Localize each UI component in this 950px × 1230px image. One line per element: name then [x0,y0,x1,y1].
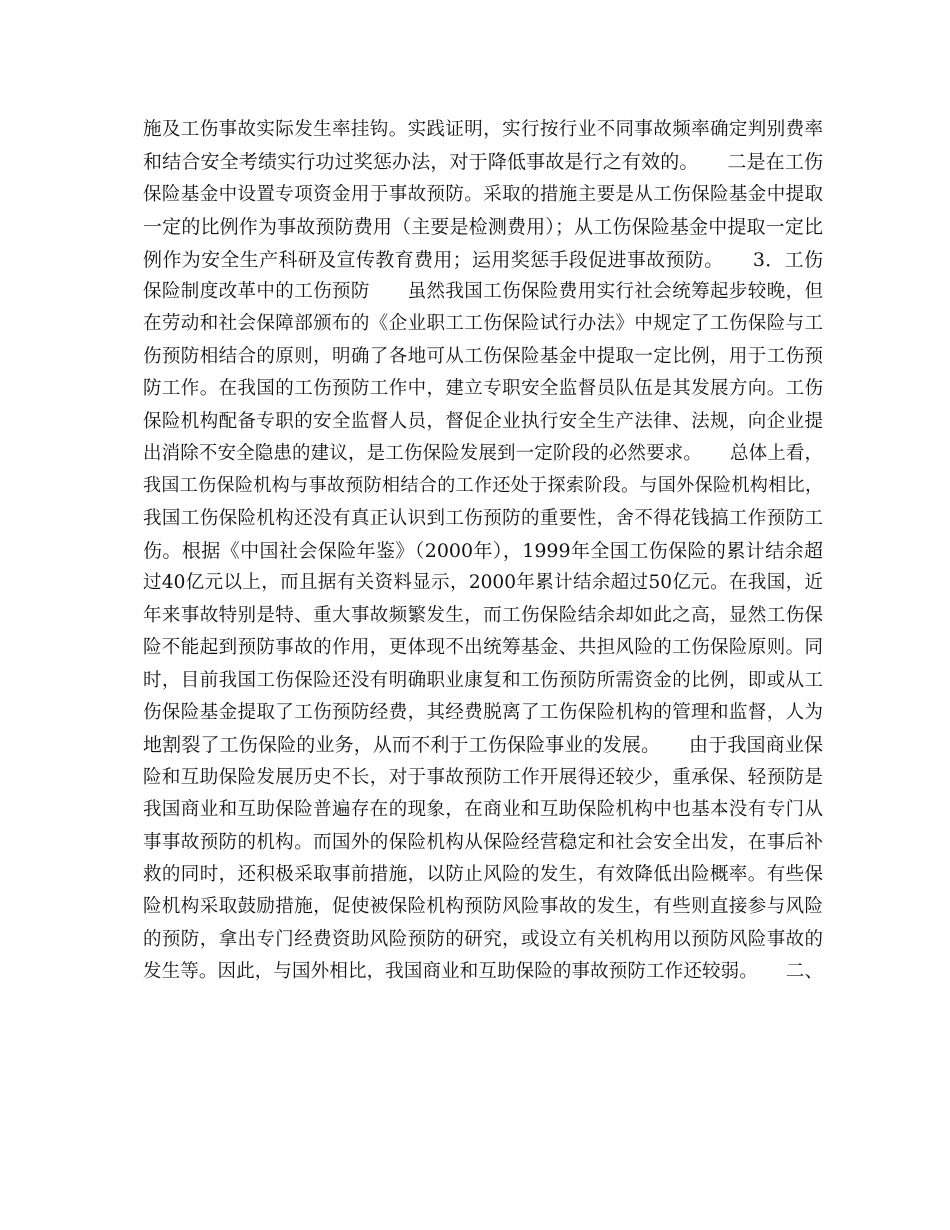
text-line: 我国工伤保险机构还没有真正认识到工伤预防的重要性，舍不得花钱搞工作预防工 [143,507,823,529]
text-line: 过40亿元以上，而且据有关资料显示，2000年累计结余超过50亿元。在我国，近 [143,572,823,594]
text-line: 地割裂了工伤保险的业务，从而不利于工伤保险事业的发展。 由于我国商业保 [143,734,823,757]
body-text [143,114,823,989]
text-line: 险不能起到预防事故的作用，更体现不出统筹基金、共担风险的工伤保险原则。同 [143,637,823,659]
text-line: 伤。根据《中国社会保险年鉴》（2000年），1999年全国工伤保险的累计结余超 [143,540,823,563]
text-line: 出消除不安全隐患的建议，是工伤保险发展到一定阶段的必然要求。 总体上看， [143,442,823,464]
text-line: 时，目前我国工伤保险还没有明确职业康复和工伤预防所需资金的比例，即或从工 [143,669,823,691]
text-line: 伤保险基金提取了工伤预防经费，其经费脱离了工伤保险机构的管理和监督，人为 [143,702,823,724]
text-line: 的预防，拿出专门经费资助风险预防的研究，或设立有关机构用以预防风险事故的 [143,928,823,950]
text-line: 伤预防相结合的原则，明确了各地可从工伤保险基金中提取一定比例，用于工伤预 [143,345,823,367]
text-line: 和结合安全考绩实行功过奖惩办法，对于降低事故是行之有效的。 二是在工伤 [143,151,823,174]
text-line: 保险机构配备专职的安全监督人员，督促企业执行安全生产法律、法规，向企业提 [143,410,823,432]
text-line: 我国商业和互助保险普遍存在的现象，在商业和互助保险机构中也基本没有专门从 [143,799,823,821]
text-line: 一定的比例作为事故预防费用（主要是检测费用）；从工伤保险基金中提取一定比 [143,216,823,239]
text-line: 我国工伤保险机构与事故预防相结合的工作还处于探索阶段。与国外保险机构相比， [143,475,823,497]
text-line: 保险制度改革中的工伤预防 虽然我国工伤保险费用实行社会统筹起步较晚，但 [143,280,823,302]
text-line: 发生等。因此，与国外相比，我国商业和互助保险的事故预防工作还较弱。 二、 [143,961,823,983]
text-line: 年来事故特别是特、重大事故频繁发生，而工伤保险结余却如此之高，显然工伤保 [143,604,823,626]
text-line: 险机构采取鼓励措施，促使被保险机构预防风险事故的发生，有些则直接参与风险 [143,896,823,918]
text-line: 险和互助保险发展历史不长，对于事故预防工作开展得还较少，重承保、轻预防是 [143,766,823,788]
text-line: 施及工伤事故实际发生率挂钩。实践证明，实行按行业不同事故频率确定判别费率 [143,119,823,140]
text-line: 例作为安全生产科研及宣传教育费用；运用奖惩手段促进事故预防。 3．工伤 [143,248,823,271]
text-line: 在劳动和社会保障部颁布的《企业职工工伤保险试行办法》中规定了工伤保险与工 [143,313,823,335]
text-line: 保险基金中设置专项资金用于事故预防。采取的措施主要是从工伤保险基金中提取 [143,183,823,205]
text-line: 事事故预防的机构。而国外的保险机构从保险经营稳定和社会安全出发，在事后补 [143,831,823,853]
text-line: 防工作。在我国的工伤预防工作中，建立专职安全监督员队伍是其发展方向。工伤 [143,378,823,400]
text-line: 救的同时，还积极采取事前措施，以防止风险的发生，有效降低出险概率。有些保 [143,863,823,885]
